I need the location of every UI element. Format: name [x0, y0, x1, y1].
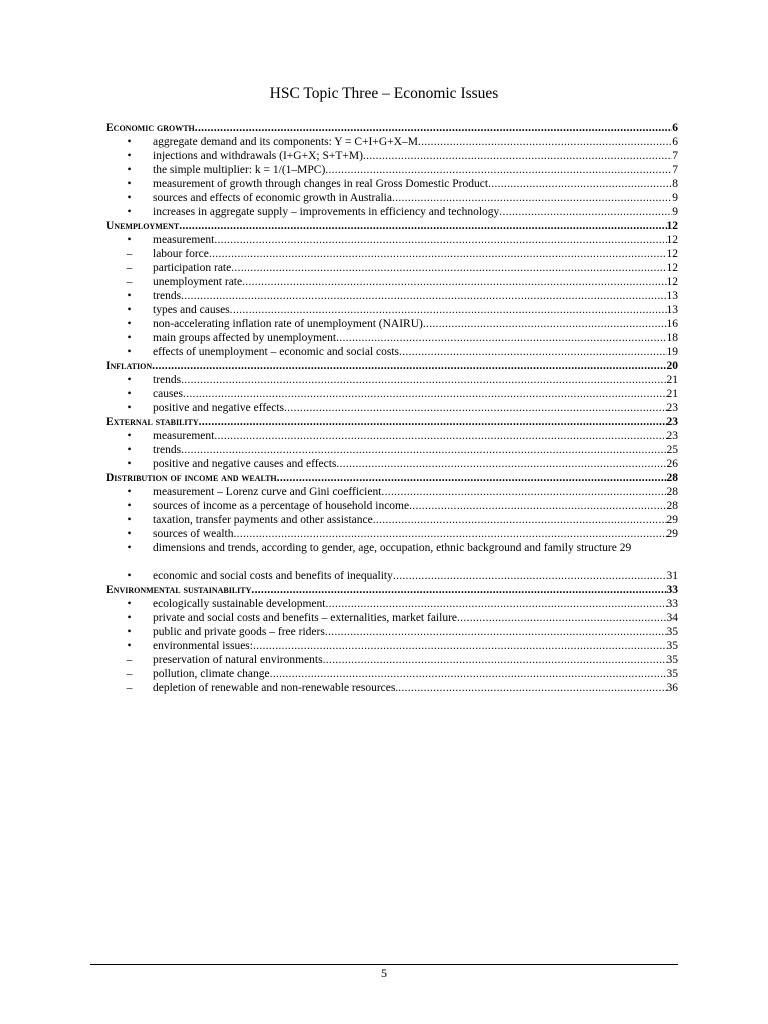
entry-page-number: 21	[666, 388, 678, 400]
bullet-marker: •	[127, 528, 132, 540]
dot-leader	[242, 275, 666, 289]
section-page-number: 12	[666, 220, 678, 232]
bullet-marker: –	[126, 682, 133, 694]
bullet-marker: –	[126, 654, 133, 666]
entry-text: trends	[153, 444, 182, 456]
entry-text: injections and withdrawals (I+G+X; S+T+M)	[153, 150, 363, 162]
toc-entry[interactable]	[106, 681, 678, 695]
bullet-marker: •	[127, 388, 132, 400]
entry-page-number: 28	[666, 486, 678, 498]
entry-text: trends	[153, 374, 182, 386]
dot-leader	[393, 569, 667, 583]
entry-page-number: 9	[672, 192, 678, 204]
bullet-marker: •	[127, 290, 132, 302]
entry-page-number: 21	[666, 374, 678, 386]
entry-text: sources of wealth	[153, 528, 234, 540]
section-page-number: 28	[666, 472, 678, 484]
toc-section-heading[interactable]	[106, 121, 678, 135]
toc-entry[interactable]	[106, 611, 678, 625]
entry-page-number: 12	[666, 262, 678, 274]
entry-page-number: 29	[666, 514, 678, 526]
entry-page-number: 29	[666, 528, 678, 540]
bullet-marker: •	[127, 486, 132, 498]
section-title: Distribution of income and wealth	[106, 472, 277, 484]
dot-leader	[233, 527, 666, 541]
footer-divider	[90, 964, 678, 965]
entry-text: sources of income as a percentage of household income	[153, 500, 410, 512]
dot-leader	[488, 177, 672, 191]
dot-leader	[251, 583, 666, 597]
entry-text: preservation of natural environments	[153, 654, 323, 666]
bullet-marker: •	[127, 304, 132, 316]
toc-entry[interactable]	[106, 401, 678, 415]
bullet-marker: •	[127, 150, 132, 162]
section-title: Economic growth	[106, 122, 195, 134]
dot-leader	[183, 387, 666, 401]
entry-page-number: 12	[666, 248, 678, 260]
entry-page-number: 13	[666, 290, 678, 302]
entry-page-number: 23	[666, 430, 678, 442]
entry-text: taxation, transfer payments and other assistance	[153, 514, 373, 526]
dot-leader	[277, 471, 667, 485]
entry-page-number: 23	[666, 402, 678, 414]
entry-text: ecologically sustainable development	[153, 598, 326, 610]
toc-entry[interactable]	[106, 303, 678, 317]
toc-entry[interactable]	[106, 541, 678, 569]
entry-text: types and causes	[153, 304, 230, 316]
toc-entry[interactable]	[106, 345, 678, 359]
entry-page-number: 18	[666, 332, 678, 344]
toc-entry[interactable]	[106, 485, 678, 499]
bullet-marker: –	[126, 668, 133, 680]
dot-leader	[363, 149, 672, 163]
toc-entry[interactable]	[106, 177, 678, 191]
bullet-marker: –	[126, 248, 133, 260]
bullet-marker: •	[127, 234, 132, 246]
entry-page-number: 34	[666, 612, 678, 624]
entry-text: positive and negative causes and effects	[153, 458, 337, 470]
entry-page-number: 36	[666, 682, 678, 694]
dot-leader	[392, 191, 672, 205]
entry-page-number: 19	[666, 346, 678, 358]
toc-entry[interactable]	[106, 331, 678, 345]
entry-text: participation rate	[153, 262, 232, 274]
dot-leader	[209, 247, 667, 261]
dot-leader	[336, 331, 666, 345]
dot-leader	[181, 373, 666, 387]
bullet-marker: •	[127, 332, 132, 344]
entry-page-number: 7	[672, 164, 678, 176]
entry-page-number: 31	[666, 570, 678, 582]
toc-entry[interactable]	[106, 163, 678, 177]
dot-leader	[409, 499, 666, 513]
dot-leader	[253, 639, 667, 653]
dot-leader	[325, 625, 667, 639]
dot-leader	[284, 401, 666, 415]
entry-page-number: 12	[666, 234, 678, 246]
dot-leader	[199, 415, 667, 429]
toc-section-heading[interactable]	[106, 471, 678, 485]
entry-text: main groups affected by unemployment	[153, 332, 337, 344]
entry-text: unemployment rate	[153, 276, 243, 288]
entry-text: aggregate demand and its components: Y = C+I+G+X–M	[153, 136, 418, 148]
dot-leader	[323, 653, 667, 667]
bullet-marker: –	[126, 262, 133, 274]
toc-entry[interactable]	[106, 513, 678, 527]
dot-leader	[336, 457, 666, 471]
dot-leader	[214, 233, 666, 247]
entry-text: labour force	[153, 248, 209, 260]
toc-entry[interactable]	[106, 317, 678, 331]
entry-page-number: 26	[666, 458, 678, 470]
section-page-number: 20	[666, 360, 678, 372]
toc-entry[interactable]	[106, 149, 678, 163]
entry-page-number: 35	[666, 668, 678, 680]
entry-page-number: 12	[666, 276, 678, 288]
bullet-marker: •	[127, 206, 132, 218]
toc-section-heading[interactable]	[106, 415, 678, 429]
entry-text: measurement	[153, 234, 215, 246]
bullet-marker: •	[127, 136, 132, 148]
section-page-number: 6	[672, 122, 678, 134]
entry-text: measurement of growth through changes in real Gross Domestic Product	[153, 178, 489, 190]
entry-text: depletion of renewable and non-renewable resources.	[153, 682, 399, 694]
table-of-contents	[106, 121, 678, 695]
section-page-number: 23	[666, 416, 678, 428]
toc-entry[interactable]	[106, 429, 678, 443]
toc-entry[interactable]	[106, 373, 678, 387]
entry-text: positive and negative effects	[153, 402, 285, 414]
entry-page-number: 8	[672, 178, 678, 190]
bullet-marker: •	[127, 640, 132, 652]
bullet-marker: •	[127, 430, 132, 442]
bullet-marker: •	[127, 514, 132, 526]
bullet-marker: •	[127, 444, 132, 456]
toc-entry[interactable]	[106, 569, 678, 583]
bullet-marker: •	[127, 542, 132, 554]
dot-leader	[270, 667, 667, 681]
toc-entry[interactable]	[106, 205, 678, 219]
dot-leader	[152, 359, 666, 373]
bullet-marker: •	[127, 570, 132, 582]
entry-text: economic and social costs and benefits of inequality	[153, 570, 393, 582]
entry-page-number: 16	[666, 318, 678, 330]
dot-leader	[381, 485, 666, 499]
toc-entry[interactable]	[106, 387, 678, 401]
toc-entry[interactable]	[106, 289, 678, 303]
dot-leader	[230, 303, 667, 317]
entry-text: public and private goods – free riders	[153, 626, 325, 638]
dot-leader	[214, 429, 666, 443]
toc-entry[interactable]	[106, 191, 678, 205]
dot-leader	[373, 513, 667, 527]
entry-text: non-accelerating inflation rate of unemployment (NAIRU)	[153, 318, 423, 330]
bullet-marker: •	[127, 612, 132, 624]
toc-entry[interactable]	[106, 625, 678, 639]
toc-entry[interactable]	[106, 457, 678, 471]
toc-entry[interactable]	[106, 135, 678, 149]
dot-leader	[399, 345, 666, 359]
bullet-marker: •	[127, 318, 132, 330]
bullet-marker: •	[127, 458, 132, 470]
bullet-marker: •	[127, 500, 132, 512]
dot-leader	[457, 611, 667, 625]
entry-text: trends	[153, 290, 182, 302]
entry-page-number: 25	[666, 444, 678, 456]
bullet-marker: •	[127, 402, 132, 414]
dot-leader	[398, 681, 666, 695]
section-title: Inflation	[106, 360, 153, 372]
entry-text: measurement – Lorenz curve and Gini coefficient	[153, 486, 382, 498]
section-title: External stability	[106, 416, 199, 428]
toc-entry[interactable]	[106, 247, 678, 261]
toc-section-heading[interactable]	[106, 359, 678, 373]
entry-text: increases in aggregate supply – improvements in efficiency and technology	[153, 206, 500, 218]
page-title: HSC Topic Three – Economic Issues	[269, 85, 499, 102]
entry-text: pollution, climate change	[153, 668, 270, 680]
dot-leader	[418, 135, 672, 149]
dot-leader	[195, 121, 672, 135]
toc-entry[interactable]	[106, 275, 678, 289]
entry-text: dimensions and trends, according to gender, age, occupation, ethnic background and family structure 29	[153, 542, 632, 554]
entry-text: environmental issues:	[153, 640, 253, 652]
entry-text: the simple multiplier: k = 1/(1–MPC)	[153, 164, 326, 176]
entry-page-number: 7	[672, 150, 678, 162]
toc-entry[interactable]	[106, 443, 678, 457]
toc-entry[interactable]	[106, 597, 678, 611]
toc-entry[interactable]	[106, 667, 678, 681]
dot-leader	[325, 163, 672, 177]
toc-entry[interactable]	[106, 639, 678, 653]
bullet-marker: •	[127, 192, 132, 204]
dot-leader	[181, 289, 666, 303]
entry-page-number: 33	[666, 598, 678, 610]
dot-leader	[181, 443, 666, 457]
toc-entry[interactable]	[106, 233, 678, 247]
bullet-marker: •	[127, 346, 132, 358]
bullet-marker: •	[127, 164, 132, 176]
entry-page-number: 28	[666, 500, 678, 512]
entry-text: private and social costs and benefits – externalities, market failure	[153, 612, 457, 624]
entry-page-number: 9	[672, 206, 678, 218]
entry-page-number: 35	[666, 654, 678, 666]
section-page-number: 33	[666, 584, 678, 596]
dot-leader	[325, 597, 666, 611]
entry-text: measurement	[153, 430, 215, 442]
section-title: Environmental sustainability	[106, 584, 252, 596]
entry-text: causes	[153, 388, 184, 400]
bullet-marker: •	[127, 374, 132, 386]
bullet-marker: •	[127, 626, 132, 638]
entry-page-number: 13	[666, 304, 678, 316]
entry-page-number: 6	[672, 136, 678, 148]
entry-page-number: 35	[666, 626, 678, 638]
page-number: 5	[381, 966, 387, 980]
bullet-marker: •	[127, 178, 132, 190]
dot-leader	[423, 317, 667, 331]
section-title: Unemployment	[106, 220, 180, 232]
entry-text: sources and effects of economic growth in Australia	[153, 192, 392, 204]
toc-entry[interactable]	[106, 653, 678, 667]
entry-text: effects of unemployment – economic and social costs	[153, 346, 400, 358]
toc-section-heading[interactable]	[106, 219, 678, 233]
dot-leader	[231, 261, 666, 275]
dot-leader	[499, 205, 672, 219]
bullet-marker: –	[126, 276, 133, 288]
entry-page-number: 35	[666, 640, 678, 652]
bullet-marker: •	[127, 598, 132, 610]
toc-entry[interactable]	[106, 499, 678, 513]
toc-section-heading[interactable]	[106, 583, 678, 597]
dot-leader	[179, 219, 666, 233]
toc-entry[interactable]	[106, 527, 678, 541]
toc-entry[interactable]	[106, 261, 678, 275]
